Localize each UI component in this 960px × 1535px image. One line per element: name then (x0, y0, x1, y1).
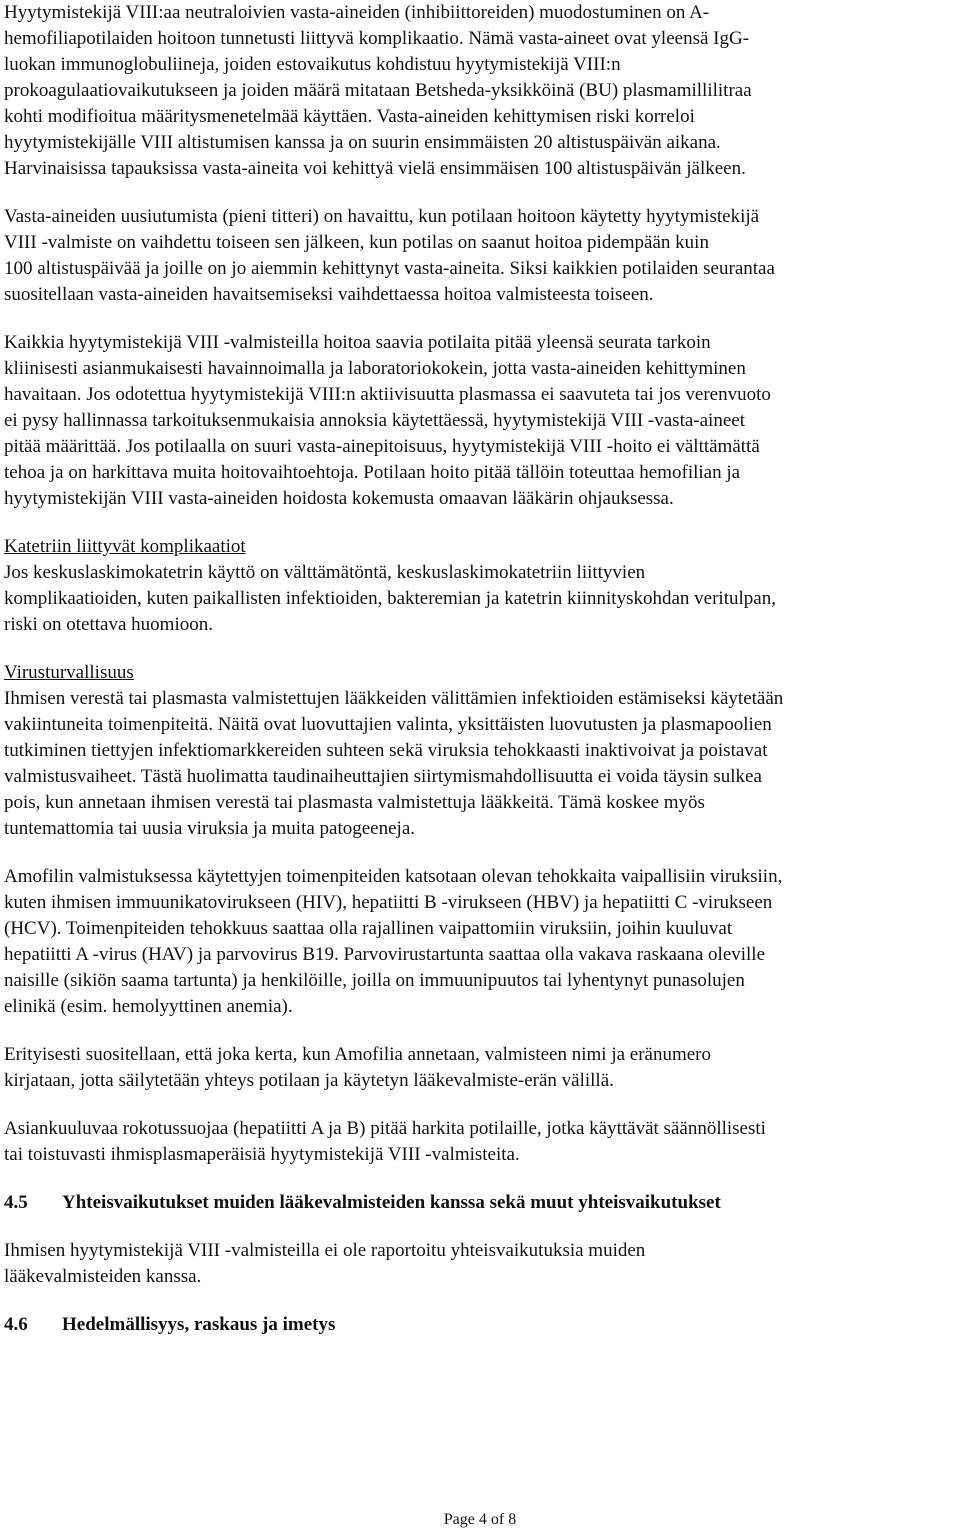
section-heading (4, 1312, 956, 1338)
text-line: vakiintuneita toimenpiteitä. Näitä ovat luovuttajien valinta, yksittäisten luovutusten ja plasmapoolien (4, 714, 772, 735)
subsection-title: Katetriin liittyvät komplikaatiot (4, 536, 246, 557)
document-body (4, 0, 956, 1338)
paragraph (4, 1116, 956, 1168)
text-line: Harvinaisissa tapauksissa vasta-aineita voi kehittyä vielä ensimmäisen 100 altistuspäivän jälkeen. (4, 158, 746, 179)
text-line: Hyytymistekijä VIII:aa neutraloivien vasta-aineiden (inhibiittoreiden) muodostuminen on A- (4, 2, 710, 23)
subsection (4, 534, 956, 638)
text-line: VIII -valmiste on vaihdettu toiseen sen jälkeen, kun potilas on saanut hoitoa pidempään kuin (4, 232, 709, 253)
text-line: Ihmisen verestä tai plasmasta valmistettujen lääkkeiden välittämien infektioiden estämiseksi käytetään (4, 688, 784, 709)
text-line: valmistusvaiheet. Tästä huolimatta taudinaiheuttajien siirtymismahdollisuutta ei voida täysin sulkea (4, 766, 762, 787)
page-footer (0, 1510, 960, 1530)
text-line: tutkiminen tiettyjen infektiomarkkereiden suhteen sekä viruksia tehokkaasti inaktivoivat ja poistavat (4, 740, 768, 761)
text-line: Kaikkia hyytymistekijä VIII -valmisteilla hoitoa saavia potilaita pitää yleensä seurata tarkoin (4, 332, 711, 353)
text-line: pois, kun annetaan ihmisen verestä tai plasmasta valmistettuja lääkkeitä. Tämä koskee myös (4, 792, 705, 813)
text-line: riski on otettava huomioon. (4, 614, 213, 635)
text-line: tehoa ja on harkittava muita hoitovaihtoehtoja. Potilaan hoito pitää tällöin toteuttaa hemofilian ja (4, 462, 741, 483)
section-title: Yhteisvaikutukset muiden lääkevalmisteiden kanssa sekä muut yhteisvaikutukset (62, 1192, 721, 1213)
document-page (4, 0, 956, 1360)
text-line: Erityisesti suositellaan, että joka kerta, kun Amofilia annetaan, valmisteen nimi ja eränumero (4, 1044, 712, 1065)
text-line: luokan immunoglobuliineja, joiden estovaikutus kohdistuu hyytymistekijä VIII:n (4, 54, 621, 75)
text-line: hyytymistekijälle VIII altistumisen kanssa ja on suurin ensimmäisten 20 altistuspäivän aikana. (4, 132, 721, 153)
text-line: pitää määrittää. Jos potilaalla on suuri vasta-ainepitoisuus, hyytymistekijä VIII -hoito ei välttämättä (4, 436, 760, 457)
text-line: hepatiitti A -virus (HAV) ja parvovirus B19. Parvovirustartunta saattaa olla vakava raskaana oleville (4, 944, 766, 965)
text-line: Jos keskuslaskimokatetrin käyttö on välttämätöntä, keskuslaskimokatetriin liittyvien (4, 562, 646, 583)
text-line: kliinisesti asianmukaisesti havainnoimalla ja laboratoriokokein, jotta vasta-aineiden kehittyminen (4, 358, 746, 379)
text-line: havaitaan. Jos odotettua hyytymistekijä VIII:n aktiivisuutta plasmassa ei saavuteta tai jos verenvuoto (4, 384, 771, 405)
text-line: naisille (sikiön saama tartunta) ja henkilöille, joilla on immuunipuutos tai lyhentynyt punasolujen (4, 970, 745, 991)
text-line: suositellaan vasta-aineiden havaitsemiseksi vaihdettaessa hoitoa valmisteesta toiseen. (4, 284, 654, 305)
paragraph (4, 1238, 956, 1290)
paragraph (4, 330, 956, 512)
text-line: Asiankuuluvaa rokotussuojaa (hepatiitti A ja B) pitää harkita potilaille, jotka käyttävät säännöllisesti (4, 1118, 766, 1139)
paragraph (4, 864, 956, 1020)
text-line: (HCV). Toimenpiteiden tehokkuus saattaa olla rajallinen vaipattomiin viruksiin, joihin kuuluvat (4, 918, 733, 939)
section-title: Hedelmällisyys, raskaus ja imetys (62, 1314, 336, 1335)
section-number: 4.6 (4, 1314, 28, 1335)
text-line: hemofiliapotilaiden hoitoon tunnetusti liittyvä komplikaatio. Nämä vasta-aineet ovat yleensä IgG- (4, 28, 750, 49)
text-line: tai toistuvasti ihmisplasmaperäisiä hyytymistekijä VIII -valmisteita. (4, 1144, 520, 1165)
text-line: Vasta-aineiden uusiutumista (pieni titteri) on havaittu, kun potilaan hoitoon käytetty hyytymistekijä (4, 206, 760, 227)
section-number: 4.5 (4, 1192, 28, 1213)
text-line: elinikä (esim. hemolyyttinen anemia). (4, 996, 293, 1017)
text-line: lääkevalmisteiden kanssa. (4, 1266, 202, 1287)
text-line: prokoagulaatiovaikutukseen ja joiden määrä mitataan Betsheda-yksikköinä (BU) plasmamillilitraa (4, 80, 752, 101)
text-line: ei pysy hallinnassa tarkoituksenmukaisia annoksia käytettäessä, hyytymistekijä VIII -vasta-aineet (4, 410, 745, 431)
page-number: Page 4 of 8 (443, 1511, 517, 1528)
text-line: komplikaatioiden, kuten paikallisten infektioiden, bakteremian ja katetrin kiinnityskohdan veritulpan, (4, 588, 776, 609)
text-line: kuten ihmisen immuunikatovirukseen (HIV), hepatiitti B -virukseen (HBV) ja hepatiitti C -virukseen (4, 892, 773, 913)
text-line: 100 altistuspäivää ja joille on jo aiemmin kehittynyt vasta-aineita. Siksi kaikkien potilaiden seurantaa (4, 258, 775, 279)
subsection (4, 660, 956, 842)
text-line: Amofilin valmistuksessa käytettyjen toimenpiteiden katsotaan olevan tehokkaita vaipallisiin viruksiin, (4, 866, 783, 887)
paragraph (4, 1042, 956, 1094)
text-line: kohti modifioitua määritysmenetelmää käyttäen. Vasta-aineiden kehittymisen riski korreloi (4, 106, 695, 127)
subsection-title: Virusturvallisuus (4, 662, 134, 683)
text-line: tuntemattomia tai uusia viruksia ja muita patogeeneja. (4, 818, 416, 839)
paragraph (4, 204, 956, 308)
section-heading (4, 1190, 956, 1216)
text-line: Ihmisen hyytymistekijä VIII -valmisteilla ei ole raportoitu yhteisvaikutuksia muiden (4, 1240, 646, 1261)
text-line: kirjataan, jotta säilytetään yhteys potilaan ja käytetyn lääkevalmiste-erän välillä. (4, 1070, 614, 1091)
paragraph (4, 0, 956, 182)
text-line: hyytymistekijän VIII vasta-aineiden hoidosta kokemusta omaavan lääkärin ohjauksessa. (4, 488, 674, 509)
